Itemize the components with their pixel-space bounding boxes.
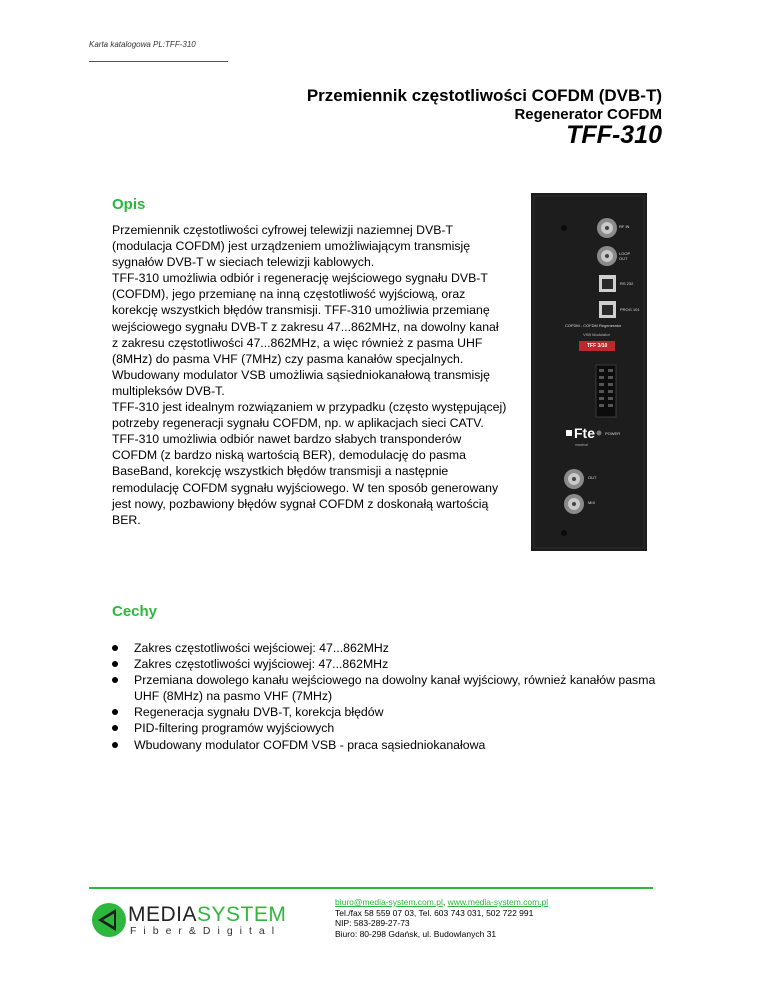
contact-address: Biuro: 80-298 Gdańsk, ul. Budowlanych 31 [335,928,497,939]
features-list [112,640,672,753]
description-body [112,222,507,528]
list-item: Zakres częstotliwości wyjściowej: 47...862MHz [112,656,672,672]
website-link[interactable]: www.media-system.com.pl [447,897,549,907]
list-item: Zakres częstotliwości wejściowej: 47...862MHz [112,640,672,656]
logo-arrow-icon [90,900,130,942]
brand-sub: maximal [575,443,589,447]
rf-in-label: RF IN [619,224,630,229]
page-subtitle: Regenerator COFDM [514,106,662,123]
contact-links: biuro@media-system.com.pl, www.media-system.com.pl [335,897,549,907]
device-subcaption: VSB Modulator [583,332,610,337]
footer-divider [89,887,653,889]
list-item: Wbudowany modulator COFDM VSB - praca sąsiedniokanałowa [112,737,672,753]
features-heading: Cechy [112,603,158,620]
mix-label: MIX [588,500,596,505]
description-paragraph: TFF-310 umożliwia odbiór i regenerację wejściowego sygnału DVB-T (COFDM), jego przemianę na inną częstotliwość wyjściową, oraz korekcję wszystkich błędów transmisji. TFF-310 umożliwia przemianę wejściowego sygnału DVB-T z zakresu 47...862MHz, na dowolny kanał z zakresu częstotliwości 47...862MHz, a więc również z pasma UHF (8MHz) do pasma VHF (7MHz) czy pasma kanałów specjalnych. [112,271,499,366]
page-title: Przemiennik częstotliwości COFDM (DVB-T) [306,86,662,105]
device-photo [531,193,647,551]
device-caption: COFDM - COFDM Regenerator [565,323,622,328]
out-label: OUT [588,475,597,480]
contact-nip: NIP: 583-289-27-73 [335,918,410,928]
description-heading: Opis [112,196,146,213]
bullet-icon [112,742,118,748]
email-link[interactable]: biuro@media-system.com.pl [335,897,443,907]
contact-block [335,897,548,939]
logo-wordmark: MEDIASYSTEM [128,903,287,926]
description-paragraph: Przemiennik częstotliwości cyfrowej telewizji naziemnej DVB-T (modulacja COFDM) jest urządzeniem umożliwiającym transmisję sygnałów DVB-T w sieciach telewizji kablowych. [112,223,471,270]
bullet-icon [112,661,118,667]
catalog-label: Karta katalogowa PL:TFF-310 [89,40,196,49]
brand-logo: Fte [574,425,595,441]
description-paragraph: TFF-310 umożliwia odbiór nawet bardzo słabych transponderów COFDM (z bardzo niską wartością BER), demodulację do pasma BaseBand, korekcję wszystkich błędów transmisji a następnie remodulację COFDM sygnału wyjściowego. W ten sposób generowany jest nowy, pozbawiony błędów sygnał COFDM z doskonałą wartością BER. [112,432,499,527]
list-item: Przemiana dowolego kanału wejściowego na dowolny kanał wyjściowy, również kanałów pasma UHF (8MHz) na pasmo VHF (7MHz) [112,672,672,704]
loop-out-label: LOOP OUT [619,251,631,261]
model-badge: TFF 3/10 [587,343,608,349]
power-label: POWER [605,431,621,436]
prog-label: PROG 101 [620,307,640,312]
list-item: PID-filtering programów wyjściowych [112,720,672,736]
model-name: TFF-310 [566,121,662,149]
bullet-icon [112,725,118,731]
description-paragraph: TFF-310 jest idealnym rozwiązaniem w przypadku (często występującej) potrzeby regeneracji sygnału COFDM, np. w aplikacjach sieci CATV. [112,400,507,431]
list-item: Regeneracja sygnału DVB-T, korekcja błędów [112,704,672,720]
description-paragraph: Wbudowany modulator VSB umożliwia sąsiedniokanałową transmisję multipleksów DVB-T. [112,367,490,398]
bullet-icon [112,709,118,715]
catalog-underline [89,61,228,62]
rs232-label: RS 232 [620,281,634,286]
bullet-icon [112,645,118,651]
bullet-icon [112,677,118,683]
logo-tagline: Fiber&Digital [130,925,282,937]
contact-phone: Tel./fax 58 559 07 03, Tel. 603 743 031, 502 722 991 [335,907,534,918]
